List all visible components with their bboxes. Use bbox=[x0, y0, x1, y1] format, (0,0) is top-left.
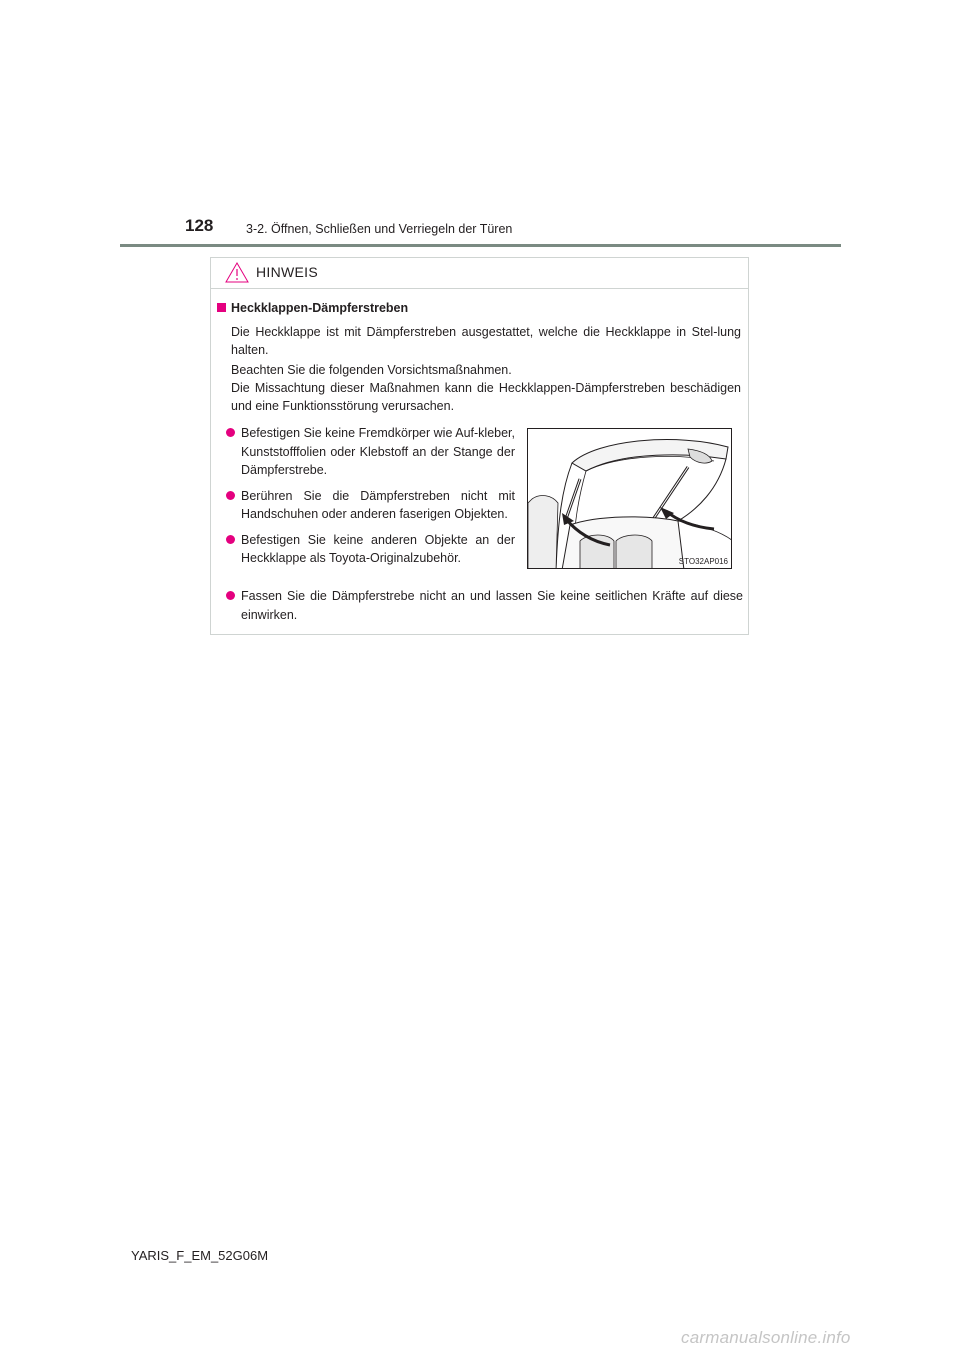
notice-bullet-list-last bbox=[223, 587, 743, 624]
list-item-text: Befestigen Sie keine Fremdkörper wie Auf-kleber, Kunststofffolien oder Klebstoff an der Stange der Dämpferstrebe. bbox=[241, 426, 515, 477]
notice-paragraph-1: Die Heckklappe ist mit Dämpferstreben ausgestattet, welche die Heckklappe in Stel-lung halten. bbox=[231, 325, 741, 357]
header-rule bbox=[120, 244, 841, 247]
notice-header bbox=[211, 258, 748, 289]
notice-paragraph-2-line-1: Beachten Sie die folgenden Vorsichtsmaßnahmen. bbox=[231, 363, 512, 377]
bullet-dot-icon bbox=[226, 428, 235, 437]
notice-topic bbox=[217, 301, 408, 315]
bullet-dot-icon bbox=[226, 491, 235, 500]
page-number: 128 bbox=[185, 216, 214, 235]
footer-model-code: YARIS_F_EM_52G06M bbox=[131, 1248, 269, 1263]
notice-box bbox=[210, 257, 749, 635]
list-item bbox=[223, 587, 743, 624]
notice-bullet-list bbox=[223, 424, 515, 575]
tailgate-strut-illustration bbox=[527, 428, 732, 569]
bullet-dot-icon bbox=[226, 591, 235, 600]
section-title: 3-2. Öffnen, Schließen und Verriegeln der Türen bbox=[246, 222, 513, 236]
list-item bbox=[223, 424, 515, 480]
notice-title: HINWEIS bbox=[256, 264, 318, 280]
warning-triangle-icon bbox=[225, 262, 249, 283]
list-item bbox=[223, 487, 515, 524]
notice-paragraph-2 bbox=[231, 361, 741, 415]
figure-id: STO32AP016 bbox=[678, 557, 728, 566]
notice-topic-label: Heckklappen-Dämpferstreben bbox=[231, 301, 409, 315]
list-item-text: Fassen Sie die Dämpferstrebe nicht an und lassen Sie keine seitlichen Kräfte auf diese einwirken. bbox=[241, 589, 743, 622]
list-item-text: Befestigen Sie keine anderen Objekte an der Heckklappe als Toyota-Originalzubehör. bbox=[241, 532, 515, 565]
square-bullet-icon bbox=[217, 303, 226, 312]
notice-paragraph-2-line-2: Die Missachtung dieser Maßnahmen kann die Heckklappen-Dämpferstreben beschädigen und eine Funktionsstörung verursachen. bbox=[231, 381, 741, 413]
watermark[interactable]: carmanualsonline.info bbox=[681, 1328, 851, 1347]
list-item bbox=[223, 531, 515, 568]
list-item-text: Berühren Sie die Dämpferstreben nicht mit Handschuhen oder anderen faserigen Objekten. bbox=[241, 488, 515, 521]
bullet-dot-icon bbox=[226, 535, 235, 544]
